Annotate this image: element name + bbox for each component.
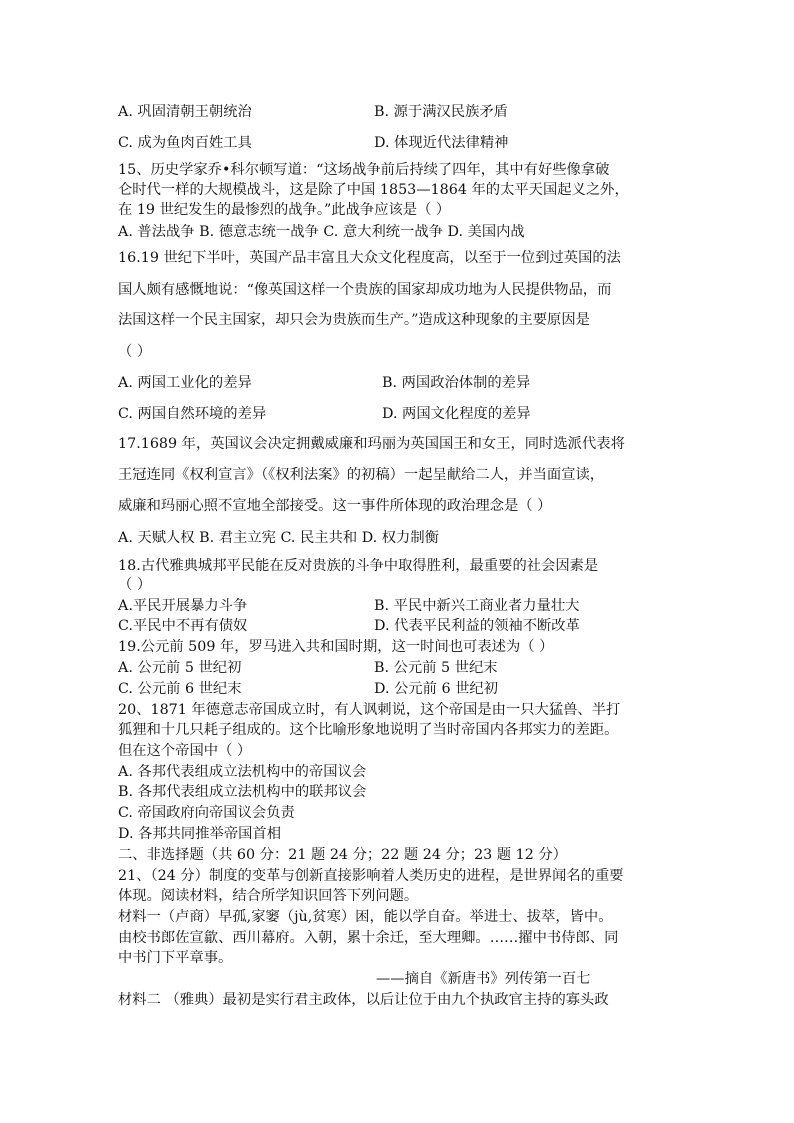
q17-stem-line-1: 17.1689 年，英国议会决定拥戴威廉和玛丽为英国国王和女王，同时选派代表将 — [118, 436, 625, 452]
q16-stem-line-1: 16.19 世纪下半叶，英国产品丰富且大众文化程度高，以至于一位到过英国的法 — [118, 250, 621, 266]
q21-stem-line-1: 21、（24 分）制度的变革与创新直接影响着人类历史的进程，是世界闻名的重要 — [118, 868, 624, 884]
q21-material-1-source: ——摘自《新唐书》列传第一百七 — [376, 971, 591, 987]
q16-stem-line-2: 国人颇有感慨地说：“像英国这样一个贵族的国家却成功地为人民提供物品，而 — [118, 282, 612, 298]
q20-option-c: C. 帝国政府向帝国议会负责 — [118, 805, 295, 821]
q19-option-b: B. 公元前 5 世纪末 — [374, 660, 498, 676]
q15-options: A. 普法战争 B. 德意志统一战争 C. 意大利统一战争 D. 美国内战 — [118, 224, 525, 240]
q19-option-c: C. 公元前 6 世纪末 — [118, 681, 242, 697]
q20-stem-line-2: 狐狸和十几只耗子组成的。这个比喻形象地说明了当时帝国内各邦实力的差距。 — [118, 722, 619, 738]
q18-stem-line-1: 18.古代雅典城邦平民能在反对贵族的斗争中取得胜利，最重要的社会因素是 — [118, 558, 599, 574]
q14-option-d: D. 体现近代法律精神 — [374, 135, 509, 151]
q14-option-b: B. 源于满汉民族矛盾 — [374, 104, 508, 120]
q16-blank: （ ） — [118, 344, 152, 360]
q15-stem-line-3: 在 19 世纪发生的最惨烈的战争。”此战争应该是（ ） — [118, 202, 451, 218]
q20-option-a: A. 各邦代表组成立法机构中的帝国议会 — [118, 764, 367, 780]
q15-stem-line-2: 仑时代一样的大规模战斗，这是除了中国 1853—1864 年的太平天国起义之外， — [118, 182, 629, 198]
q18-option-b: B. 平民中新兴工商业者力量壮大 — [374, 598, 580, 614]
q14-option-c: C. 成为鱼肉百姓工具 — [118, 135, 252, 151]
q21-stem-line-2: 体现。阅读材料，结合所学知识回答下列问题。 — [118, 888, 419, 904]
q16-option-a: A. 两国工业化的差异 — [118, 375, 252, 391]
q17-options: A. 天赋人权 B. 君主立宪 C. 民主共和 D. 权力制衡 — [118, 530, 439, 546]
q21-material-1-line-3: 中书门下平章事。 — [118, 950, 233, 966]
q18-option-d: D. 代表平民利益的领袖不断改革 — [374, 618, 580, 634]
q18-blank: （ ） — [118, 577, 152, 593]
q21-material-1-line-2: 由校书郎佐宣歙、西川幕府。入朝，累十余迁，至大理卿。……擢中书侍郎、同 — [118, 930, 619, 946]
q16-option-b: B. 两国政治体制的差异 — [382, 375, 531, 391]
q18-option-a: A.平民开展暴力斗争 — [118, 598, 248, 614]
q18-option-c: C.平民中不再有债奴 — [118, 618, 248, 634]
q20-stem-line-1: 20、1871 年德意志帝国成立时，有人讽刺说，这个帝国是由一只大猛兽、半打 — [118, 702, 621, 718]
q19-stem: 19.公元前 509 年，罗马进入共和国时期，这一时间也可表述为（ ） — [118, 639, 554, 655]
q17-stem-line-2: 王冠连同《权利宣言》（《权利法案》的初稿）一起呈献给二人，并当面宣读， — [118, 467, 605, 483]
q17-stem-line-3: 威廉和玛丽心照不宣地全部接受。这一事件所体现的政治理念是（ ） — [118, 498, 552, 514]
q19-option-d: D. 公元前 6 世纪初 — [374, 681, 499, 697]
q14-option-a: A. 巩固清朝王朝统治 — [118, 104, 252, 120]
q21-material-1-line-1: 材料一（卢商）早孤,家窭（jù,贫寒）困，能以学自奋。举进士、拔萃，皆中。 — [118, 909, 613, 925]
q20-stem-line-3: 但在这个帝国中（ ） — [118, 743, 252, 759]
q20-option-b: B. 各邦代表组成立法机构中的联邦议会 — [118, 784, 367, 800]
section-2-heading: 二、非选择题（共 60 分：21 题 24 分；22 题 24 分；23 题 12 分） — [118, 847, 567, 863]
q19-option-a: A. 公元前 5 世纪初 — [118, 660, 242, 676]
q21-material-2-line-1: 材料二 （雅典）最初是实行君主政体，以后让位于由九个执政官主持的寡头政 — [118, 992, 609, 1008]
q16-option-c: C. 两国自然环境的差异 — [118, 406, 267, 422]
q16-stem-line-3: 法国这样一个民主国家，却只会为贵族而生产。”造成这种现象的主要原因是 — [118, 312, 590, 328]
q20-option-d: D. 各邦共同推举帝国首相 — [118, 826, 282, 842]
q16-option-d: D. 两国文化程度的差异 — [382, 406, 531, 422]
q15-stem-line-1: 15、历史学家乔•科尔顿写道：“这场战争前后持续了四年，其中有好些像拿破 — [118, 162, 610, 178]
